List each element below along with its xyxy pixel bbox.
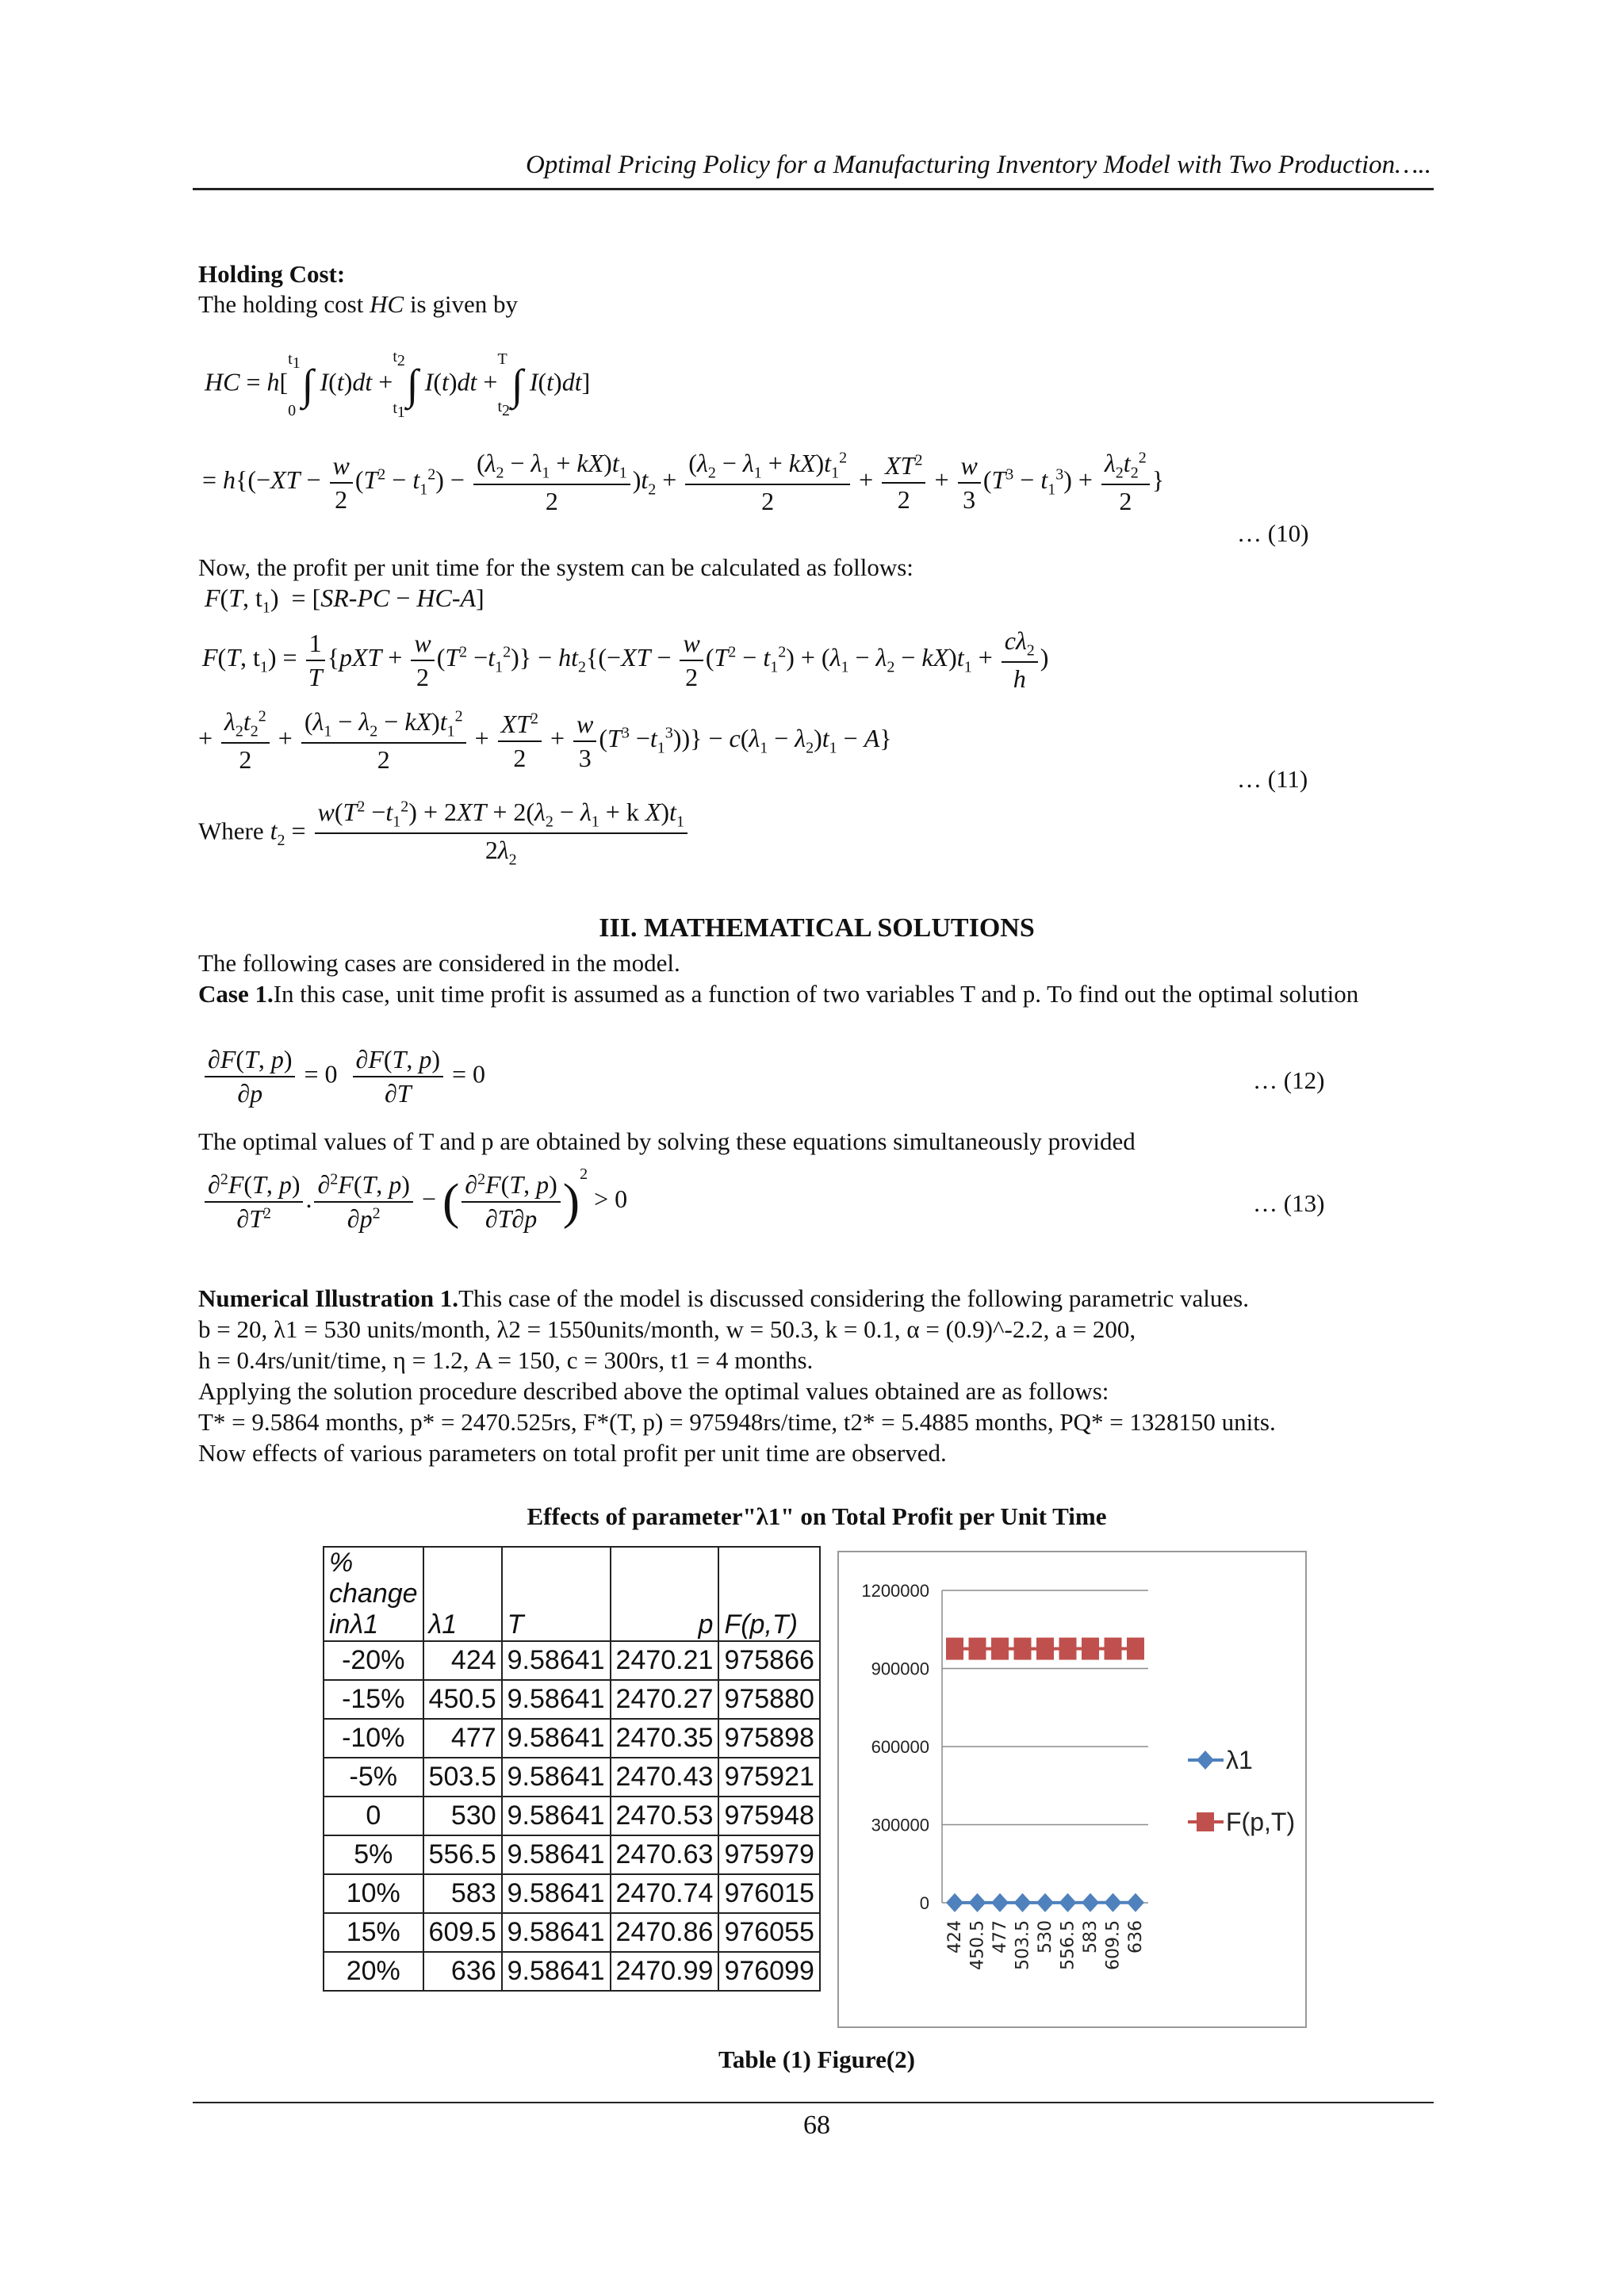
table-cell: 9.58641 — [502, 1913, 611, 1952]
table-header-cell: T — [502, 1547, 611, 1641]
table-cell: 9.58641 — [502, 1835, 611, 1874]
optimal-results: T* = 9.5864 months, p* = 2470.525rs, F*(T, p) = 975948rs/time, t2* = 5.4885 months, PQ* = 1328150 units. — [198, 1408, 1276, 1436]
x-tick-label: 556.5 — [1058, 1920, 1078, 1970]
table-header-row — [324, 1547, 820, 1641]
legend-marker — [1197, 1751, 1214, 1770]
equation-number-10: … (10) — [1237, 519, 1309, 547]
table-row — [324, 1758, 820, 1797]
table-cell: 583 — [423, 1874, 502, 1913]
table-figure-caption: Table (1) Figure(2) — [718, 2045, 915, 2073]
table-cell: 15% — [324, 1913, 423, 1952]
table-cell: 975979 — [718, 1835, 819, 1874]
data-point — [1059, 1893, 1077, 1912]
data-point — [1127, 1893, 1144, 1912]
table-cell: 9.58641 — [502, 1758, 611, 1797]
table-cell: 975880 — [718, 1680, 819, 1719]
table-row — [324, 1913, 820, 1952]
holding-cost-intro: The holding cost HC is given by — [198, 290, 518, 318]
data-point — [946, 1893, 963, 1912]
table-cell: 20% — [324, 1952, 423, 1991]
table-cell: 2470.53 — [611, 1797, 719, 1835]
table-cell: 450.5 — [423, 1680, 502, 1719]
legend-label: λ1 — [1226, 1746, 1253, 1774]
equation-t2: Where $t_2$ = $\frac{w(T^2 -t_1^2) + 2XT + 2(\lambda_2 - \lambda_1 + k X)t_1}{2\lambda_2}$ — [198, 798, 690, 870]
data-point — [969, 1638, 986, 1660]
table-cell: 2470.99 — [611, 1952, 719, 1991]
data-point — [1014, 1638, 1032, 1660]
table-header-cell: % change inλ1 — [324, 1547, 423, 1641]
table-cell: 976015 — [718, 1874, 819, 1913]
data-point — [1059, 1638, 1077, 1660]
data-point — [1105, 1893, 1122, 1912]
equation-profit-line1: F(T, $t_1$) = $\frac{1}{T}$ {pXT + $\frac{w}{2}$ $(T^2 -t_1^2)\} - ht_2\{(-XT$ − $\frac{w}{2}$ $(T^2 - t_1^2) + (\lambda_1 - \lambda_2 - kX)t_1$ + $\frac{c\lambda_2}{h}$ ) — [202, 626, 1049, 694]
running-title: Optimal Pricing Policy for a Manufacturing Inventory Model with Two Production….. — [525, 151, 1431, 179]
applying-text: Applying the solution procedure described above the optimal values obtained are as follows: — [198, 1377, 1109, 1405]
table-cell: 975921 — [718, 1758, 819, 1797]
equation-number-13: … (13) — [1253, 1189, 1325, 1217]
table-cell: -5% — [324, 1758, 423, 1797]
table-cell: 530 — [423, 1797, 502, 1835]
y-tick-label: 600000 — [871, 1737, 929, 1757]
profit-intro: Now, the profit per unit time for the system can be calculated as follows: — [198, 553, 914, 581]
table-cell: 556.5 — [423, 1835, 502, 1874]
table-row — [324, 1874, 820, 1913]
x-tick-label: 636 — [1126, 1920, 1146, 1954]
table-cell: 9.58641 — [502, 1719, 611, 1758]
y-tick-label: 900000 — [871, 1659, 929, 1679]
data-point — [969, 1893, 986, 1912]
y-tick-label: 0 — [919, 1893, 929, 1913]
table-cell: 976055 — [718, 1913, 819, 1952]
table-title: Effects of parameter"λ1" on Total Profit per Unit Time — [527, 1502, 1107, 1530]
data-point — [946, 1638, 963, 1660]
effects-text: Now effects of various parameters on total profit per unit time are observed. — [198, 1439, 947, 1467]
table-cell: 9.58641 — [502, 1641, 611, 1680]
x-tick-label: 477 — [990, 1920, 1010, 1954]
equation-second-order: $\frac{\partial^2F(T, p)}{\partial T^2}$ . $\frac{\partial^2F(T, p)}{\partial p^2}$ − ( $\frac{\partial^2F(T, p)}{\partial T\partial p}$ )$^2$ > 0 — [202, 1165, 627, 1234]
chart-figure — [837, 1551, 1307, 2028]
table-cell: 2470.35 — [611, 1719, 719, 1758]
data-point — [1082, 1638, 1099, 1660]
table-row — [324, 1641, 820, 1680]
optimal-condition-text: The optimal values of T and p are obtained by solving these equations simultaneously provided — [198, 1127, 1136, 1155]
cases-intro: The following cases are considered in the model. — [198, 949, 680, 977]
table-cell: 477 — [423, 1719, 502, 1758]
x-tick-label: 503.5 — [1013, 1920, 1033, 1970]
table-header-cell: λ1 — [423, 1547, 502, 1641]
equation-profit-definition: F(T, $t_1) = [SR-PC - HC-A]$ — [205, 584, 485, 617]
data-point — [991, 1638, 1009, 1660]
table-cell: 503.5 — [423, 1758, 502, 1797]
table-cell: 5% — [324, 1835, 423, 1874]
table-cell: 9.58641 — [502, 1952, 611, 1991]
y-tick-label: 1200000 — [861, 1581, 929, 1601]
x-tick-label: 450.5 — [967, 1920, 988, 1970]
data-point — [1105, 1638, 1122, 1660]
table-cell: 2470.63 — [611, 1835, 719, 1874]
table-cell: 636 — [423, 1952, 502, 1991]
data-point — [991, 1893, 1009, 1912]
table-cell: -20% — [324, 1641, 423, 1680]
footer-rule — [193, 2102, 1434, 2103]
table-cell: 976099 — [718, 1952, 819, 1991]
case1-paragraph: Case 1.In this case, unit time profit is assumed as a function of two variables T and p. To find out the optimal solution — [198, 980, 1359, 1008]
holding-cost-heading: Holding Cost: — [198, 260, 346, 288]
table-cell: 2470.43 — [611, 1758, 719, 1797]
equation-hc-expanded: = h{(−XT − $\frac{w}{2}$ $(T^2 - t_1^2)$ − $\frac{(\lambda_2 - \lambda_1 + kX)t_1}{2}$ )$t_2$ + $\frac{(\lambda_2 - \lambda_1 + kX)t_1^2}{2}$ + $\frac{XT^2}{2}$ + $\frac{w}{3}$ $(T^3 - t_1^3)$ + $\frac{\lambda_2t_2^2}{2}$ } — [202, 449, 1165, 516]
equation-number-12: … (12) — [1253, 1066, 1325, 1094]
data-point — [1082, 1893, 1099, 1912]
parameter-values-line1: b = 20, λ1 = 530 units/month, λ2 = 1550units/month, w = 50.3, k = 0.1, α = (0.9)^-2.2, a = 200, — [198, 1315, 1136, 1343]
table-cell: 424 — [423, 1641, 502, 1680]
lambda-profit-chart — [839, 1552, 1305, 2026]
data-point — [1014, 1893, 1032, 1912]
x-tick-label: 530 — [1036, 1920, 1055, 1954]
equation-number-11: … (11) — [1237, 765, 1308, 793]
data-point — [1036, 1638, 1054, 1660]
section-title: III. MATHEMATICAL SOLUTIONS — [599, 913, 1035, 943]
equation-profit-line2: + $\frac{\lambda_2t_2^2}{2}$ + $\frac{(\lambda_1 - \lambda_2 - kX)t_1^2}{2}$ + $\frac{XT^2}{2}$ + $\frac{w}{3}$ $(T^3 -t_1^3))\} - c(\lambda_1 - \lambda_2)t_1 - A$} — [198, 707, 892, 775]
data-point — [1036, 1893, 1054, 1912]
illustration-intro: Numerical Illustration 1.This case of the model is discussed considering the following parametric values. — [198, 1284, 1249, 1312]
table-row — [324, 1835, 820, 1874]
table-cell: 975866 — [718, 1641, 819, 1680]
y-tick-label: 300000 — [871, 1815, 929, 1835]
parameter-values-line2: h = 0.4rs/unit/time, η = 1.2, A = 150, c = 300rs, t1 = 4 months. — [198, 1346, 814, 1374]
data-point — [1127, 1638, 1144, 1660]
x-tick-label: 609.5 — [1103, 1920, 1124, 1970]
legend-label: F(p,T) — [1226, 1808, 1296, 1836]
equation-hc-integral: HC = $h[t_1$ 0∫ $I(t)dt +t_2$ $t_1\int$ I(t)dt +T $t_2\int$ I(t)dt] — [205, 348, 591, 421]
table-cell: 2470.27 — [611, 1680, 719, 1719]
table-cell: -15% — [324, 1680, 423, 1719]
table-header-cell: p — [611, 1547, 719, 1641]
legend-marker — [1197, 1812, 1214, 1831]
table-cell: 2470.21 — [611, 1641, 719, 1680]
table-cell: 10% — [324, 1874, 423, 1913]
table-cell: 9.58641 — [502, 1680, 611, 1719]
equation-first-order: $\frac{\partial F(T, p)}{\partial p}$ = 0 $\frac{\partial F(T, p)}{\partial T}$ = 0 — [202, 1045, 485, 1108]
parameter-effects-table — [323, 1546, 821, 1992]
table-cell: 9.58641 — [502, 1874, 611, 1913]
table-cell: 0 — [324, 1797, 423, 1835]
table-cell: 9.58641 — [502, 1797, 611, 1835]
table-cell: 2470.74 — [611, 1874, 719, 1913]
x-tick-label: 583 — [1081, 1920, 1101, 1954]
table-cell: -10% — [324, 1719, 423, 1758]
x-tick-label: 424 — [945, 1920, 965, 1954]
table-row — [324, 1797, 820, 1835]
table-row — [324, 1719, 820, 1758]
page-number: 68 — [803, 2110, 830, 2140]
table-row — [324, 1680, 820, 1719]
header-rule — [193, 188, 1434, 190]
table-row — [324, 1952, 820, 1991]
table-cell: 609.5 — [423, 1913, 502, 1952]
table-cell: 975898 — [718, 1719, 819, 1758]
table-cell: 2470.86 — [611, 1913, 719, 1952]
table-header-cell: F(p,T) — [718, 1547, 819, 1641]
table-cell: 975948 — [718, 1797, 819, 1835]
